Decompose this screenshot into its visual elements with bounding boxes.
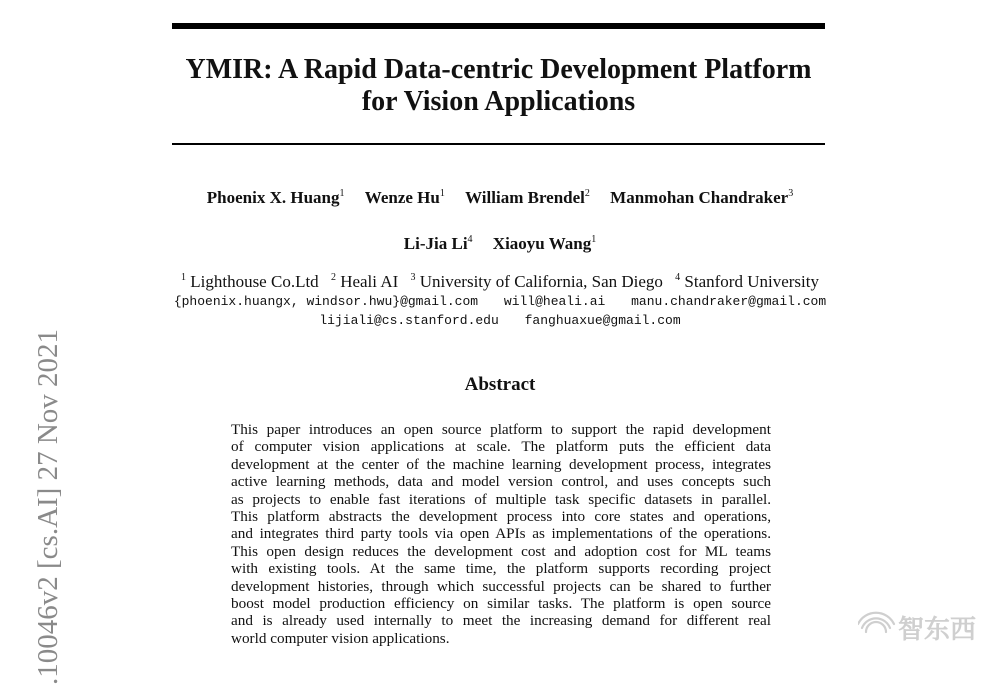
email-address: fanghuaxue@gmail.com xyxy=(524,313,681,328)
affiliation: $^1$ Lighthouse Co.Ltd xyxy=(180,272,319,291)
top-rule xyxy=(172,23,825,29)
abstract-line: and integrates third party tools via open APIs as implementations of the operations. xyxy=(231,525,771,543)
email-list-row-1 xyxy=(100,294,900,310)
title-bottom-rule xyxy=(172,143,825,145)
arxiv-identifier-stamp: .10046v2 [cs.AI] 27 Nov 2021 xyxy=(32,328,64,685)
affiliation: $^3$ University of California, San Diego xyxy=(410,272,663,291)
author-list-row-2 xyxy=(100,234,900,254)
author: Manmohan Chandraker$^3$ xyxy=(610,188,794,207)
watermark-logo xyxy=(858,604,978,648)
email-address: {phoenix.huangx, windsor.hwu}@gmail.com xyxy=(173,294,479,309)
author: Xiaoyu Wang$^1$ xyxy=(492,234,597,253)
email-address: lijiali@cs.stanford.edu xyxy=(319,313,499,328)
email-list-row-2 xyxy=(100,313,900,329)
abstract-line: This platform abstracts the development process into core states and operations, xyxy=(231,507,771,525)
author: Phoenix X. Huang$^1$ xyxy=(206,188,345,207)
author: Li-Jia Li$^4$ xyxy=(403,234,473,253)
abstract-line: and is already used internally to meet the increasing demand for different real xyxy=(231,612,771,630)
abstract-line: of computer vision applications at scale. The platform puts the efficient data xyxy=(231,438,771,456)
email-address: manu.chandraker@gmail.com xyxy=(631,294,827,309)
abstract-line: active learning methods, data and model version control, and uses concepts such xyxy=(231,473,771,491)
email-address: will@heali.ai xyxy=(503,294,606,309)
author: Wenze Hu$^1$ xyxy=(364,188,445,207)
title-line-2: for Vision Applications xyxy=(361,86,636,117)
abstract-line: world computer vision applications. xyxy=(231,629,450,647)
author-list-row-1 xyxy=(100,188,900,208)
watermark-logo-icon xyxy=(858,613,894,632)
abstract-line: development histories, through which successful projects can be shared to further xyxy=(231,577,771,595)
abstract-line: with existing tools. At the same time, the platform supports recording project xyxy=(231,560,771,578)
affiliation: $^2$ Heali AI xyxy=(330,272,399,291)
watermark-logo-text: 智东西 xyxy=(898,615,977,645)
title-line-1: YMIR: A Rapid Data-centric Development Platform xyxy=(185,54,812,85)
abstract-heading: Abstract xyxy=(464,374,536,395)
abstract-text xyxy=(231,421,771,647)
abstract-line: development at the center of the machine learning development process, integrates xyxy=(231,455,771,473)
abstract-line: This paper introduces an open source platform to support the rapid development xyxy=(231,421,771,438)
paper-title xyxy=(150,54,847,118)
abstract-line: as projects to enable fast iterations of multiple task specific datasets in parallel. xyxy=(231,490,771,508)
affiliation-list xyxy=(100,272,900,292)
affiliation: $^4$ Stanford University xyxy=(675,272,819,291)
author: William Brendel$^2$ xyxy=(465,188,590,207)
abstract-line: This open design reduces the development cost and adoption cost for ML teams xyxy=(231,542,771,560)
abstract-line: boost model production efficiency on similar tasks. The platform is open source xyxy=(231,594,771,612)
